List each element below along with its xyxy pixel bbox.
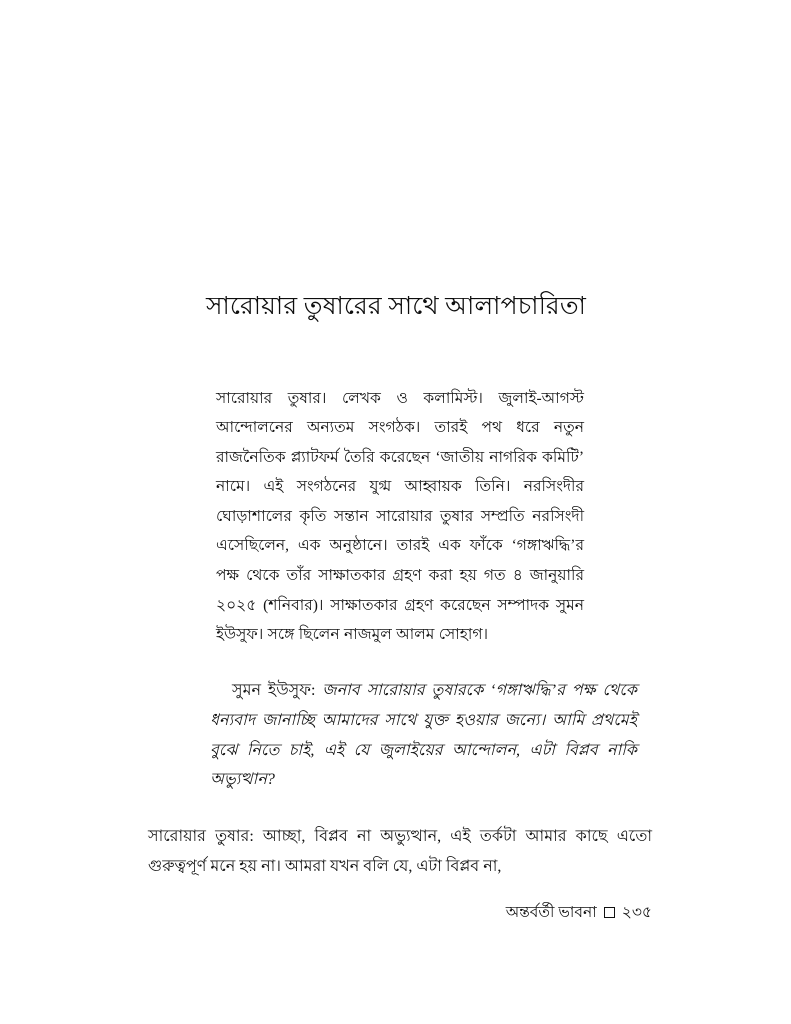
question-text: জনাব সারোয়ার তুষারকে ‘গঙ্গাঋদ্ধি’র পক্ষ থেকে ধন্যবাদ জানাচ্ছি আমাদের সাথে যুক্ত হওয়ার জন্যে। আমি প্রথমেই বুঝে নিতে চাই, এই যে জুলাইয়ের আন্দোলন, এটা বিপ্লব নাকি অভ্যুত্থান? xyxy=(210,682,637,789)
footer-book-title: অন্তর্বর্তী ভাবনা xyxy=(505,904,597,921)
intro-paragraph: সারোয়ার তুষার। লেখক ও কলামিস্ট। জুলাই-আগস্ট আন্দোলনের অন্যতম সংগঠক। তারই পথ ধরে নতুন রাজনৈতিক প্ল্যাটফর্ম তৈরি করেছেন ‘জাতীয় নাগরিক কমিটি’ নামে। এই সংগঠনের যুগ্ম আহ্বায়ক তিনি। নরসিংদীর ঘোড়াশালের কৃতি সন্তান সারোয়ার তুষার সম্প্রতি নরসিংদী এসেছিলেন, এক অনুষ্ঠানে। তারই এক ফাঁকে ‘গঙ্গাঋদ্ধি’র পক্ষ থেকে তাঁর সাক্ষাতকার গ্রহণ করা হয় গত ৪ জানুয়ারি ২০২৫ (শনিবার)। সাক্ষাতকার গ্রহণ করেছেন সম্পাদক সুমন ইউসুফ। সঙ্গে ছিলেন নাজমুল আলম সোহাগ। xyxy=(216,389,584,644)
answer-text: আচ্ছা, বিপ্লব না অভ্যুত্থান, এই তর্কটা আমার কাছে এতো গুরুত্বপূর্ণ মনে হয় না। আমরা যখন বলি যে, এটা বিপ্লব না, xyxy=(148,828,652,875)
page-footer xyxy=(148,900,652,926)
question-speaker-label: সুমন ইউসুফ: xyxy=(232,682,316,699)
interview-question-paragraph xyxy=(210,676,637,795)
interview-answer-paragraph xyxy=(148,822,652,882)
answer-speaker-label: সারোয়ার তুষার: xyxy=(148,828,254,845)
page-number: ২৩৫ xyxy=(621,904,652,921)
page-title: সারোয়ার তুষারের সাথে আলাপচারিতা xyxy=(205,292,587,320)
open-square-icon xyxy=(604,907,615,918)
